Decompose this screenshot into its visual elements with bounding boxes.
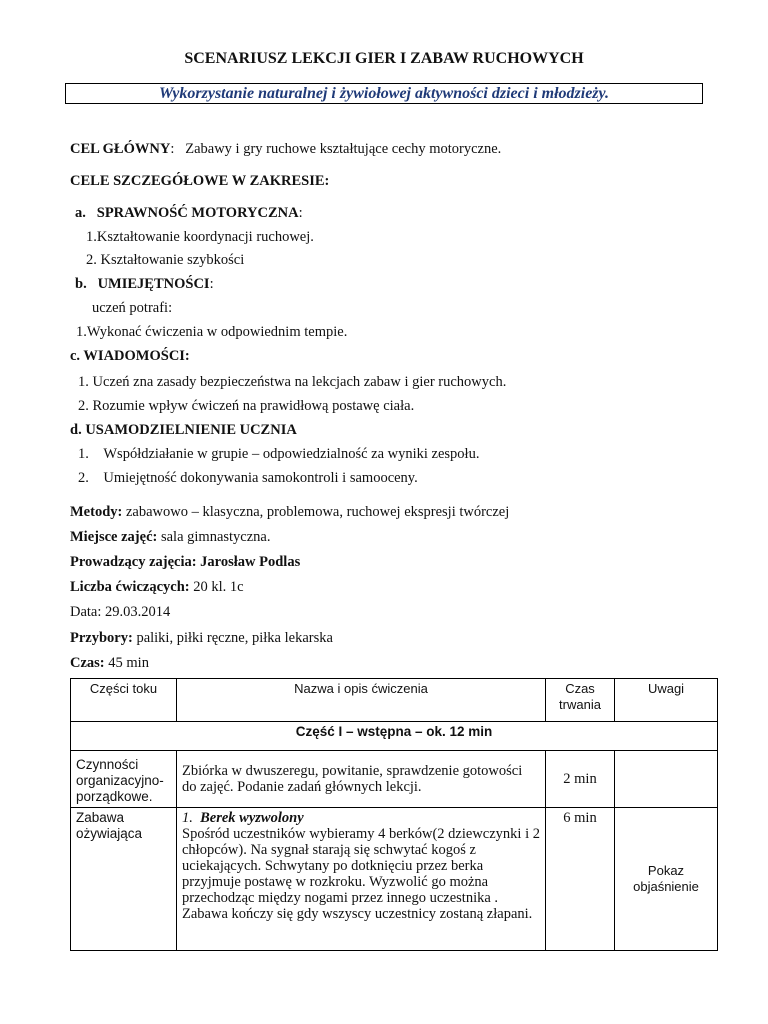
main-goal-value: Zabawy i gry ruchowe kształtujące cechy motoryczne.: [185, 141, 502, 157]
document-title: SCENARIUSZ LEKCJI GIER I ZABAW RUCHOWYCH: [184, 50, 584, 67]
list-item: 1.Kształtowanie koordynacji ruchowej.: [86, 229, 314, 245]
table-row: [71, 808, 718, 951]
duration: Czas: 45 min: [70, 655, 149, 671]
subtitle: Wykorzystanie naturalnej i żywiołowej aktywności dzieci i młodzieży.: [158, 85, 610, 102]
description-cell: [177, 808, 546, 951]
time-cell: 2 min: [546, 751, 615, 808]
list-item: 2. Rozumie wpływ ćwiczeń na prawidłową postawę ciała.: [78, 398, 415, 414]
equipment: Przybory: paliki, piłki ręczne, piłka lekarska: [70, 630, 333, 646]
description-cell: Zbiórka w dwuszeregu, powitanie, sprawdzenie gotowości do zajęć. Podanie zadań głównych lekcji.: [177, 751, 546, 808]
detailed-goals-heading: CELE SZCZEGÓŁOWE W ZAKRESIE:: [70, 173, 330, 189]
table-section-row: [71, 722, 718, 751]
list-item: 1. Współdziałanie w grupie – odpowiedzialność za wyniki zespołu.: [78, 446, 480, 462]
section-b-intro: uczeń potrafi:: [92, 300, 173, 316]
part-cell: Zabawa ożywiająca: [71, 808, 177, 951]
methods: Metody: zabawowo – klasyczna, problemowa, ruchowej ekspresji twórczej: [70, 504, 510, 520]
section-title: Część I – wstępna – ok. 12 min: [71, 722, 718, 751]
section-b-heading: b. UMIEJĘTNOŚCI:: [75, 276, 214, 292]
list-item: 2. Umiejętność dokonywania samokontroli i samooceny.: [78, 470, 418, 486]
list-item: 1.Wykonać ćwiczenia w odpowiednim tempie.: [76, 324, 348, 340]
participants: Liczba ćwiczących: 20 kl. 1c: [70, 579, 244, 595]
main-goal-label: CEL GŁÓWNY: [70, 141, 171, 157]
section-d-heading: d. USAMODZIELNIENIE UCZNIA: [70, 422, 297, 438]
lesson-table: [70, 678, 718, 951]
subtitle-box: [65, 83, 703, 104]
part-cell: Czynności organizacyjno-porządkowe.: [71, 751, 177, 808]
list-item: 2. Kształtowanie szybkości: [86, 252, 245, 268]
table-header-row: [71, 679, 718, 722]
column-header: Części toku: [71, 679, 177, 722]
list-item: 1. Uczeń zna zasady bezpieczeństwa na lekcjach zabaw i gier ruchowych.: [78, 374, 507, 390]
column-header: Uwagi: [615, 679, 718, 722]
time-cell: 6 min: [546, 808, 615, 951]
notes-cell: Pokaz objaśnienie: [615, 808, 718, 951]
section-c-heading: c. WIADOMOŚCI:: [70, 348, 190, 364]
exercise-title: 1. Berek wyzwolony: [182, 810, 304, 826]
exercise-description: Spośród uczestników wybieramy 4 berków(2 dziewczynki i 2 chłopców). Na sygnał starają się schwytać kogoś z uciekających. Schwytany po dotknięciu przez berka przyjmuje postawę w rozkroku. Wyzwolić go można przechodząc między nogami przez innego uczestnika . Zabawa kończy się gdy wszyscy uczestnicy zostaną złapani.: [182, 826, 540, 922]
notes-cell: [615, 751, 718, 808]
instructor: Prowadzący zajęcia: Jarosław Podlas: [70, 554, 301, 570]
main-goal: CEL GŁÓWNY: Zabawy i gry ruchowe kształtujące cechy motoryczne.: [70, 141, 502, 157]
column-header: Nazwa i opis ćwiczenia: [177, 679, 546, 722]
location: Miejsce zajęć: sala gimnastyczna.: [70, 529, 271, 545]
table-row: [71, 751, 718, 808]
date: Data: 29.03.2014: [70, 604, 171, 620]
column-header: Czas trwania: [546, 679, 615, 722]
section-a-heading: a. SPRAWNOŚĆ MOTORYCZNA:: [75, 205, 303, 221]
